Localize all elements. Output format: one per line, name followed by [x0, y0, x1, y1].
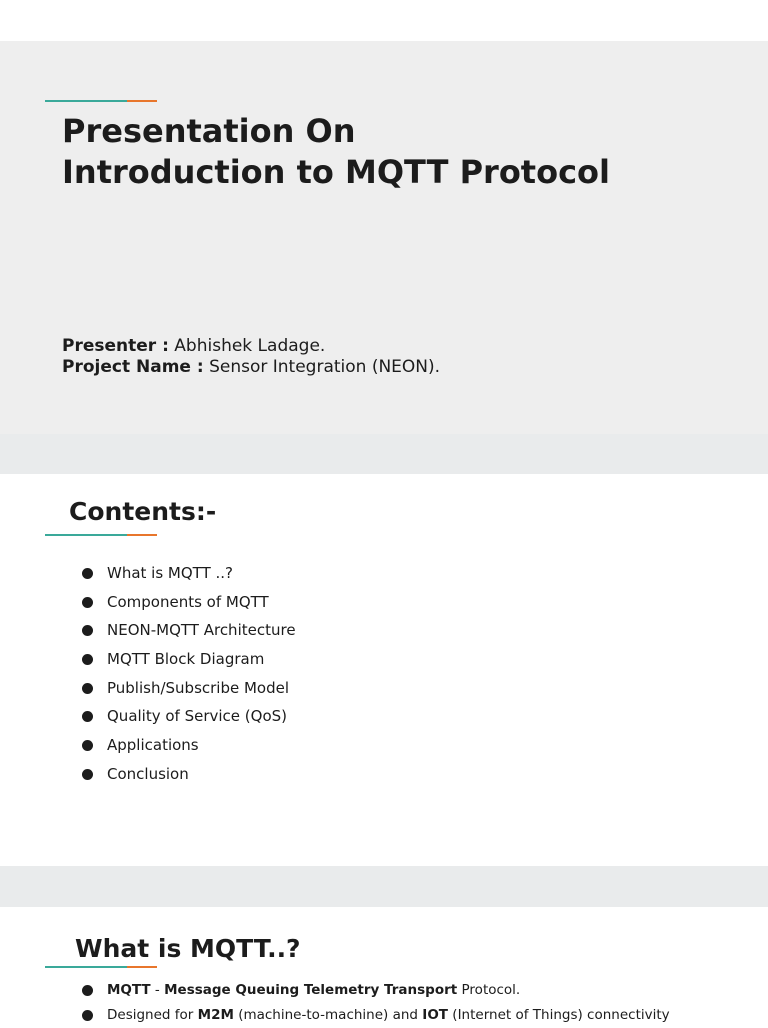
accent-line	[45, 534, 157, 536]
iot-term: IOT	[422, 1007, 449, 1023]
bullet-icon	[82, 1010, 93, 1021]
what-is-mqtt-slide	[0, 907, 768, 1024]
list-item-label: Applications	[107, 736, 199, 755]
list-item	[81, 616, 296, 645]
contents-slide	[0, 474, 768, 866]
contents-list	[81, 559, 296, 789]
list-item-label: Components of MQTT	[107, 592, 269, 611]
presenter-info	[62, 336, 440, 378]
project-value: Sensor Integration (NEON).	[209, 357, 441, 377]
full-name: Message Queuing Telemetry Transport	[164, 982, 458, 998]
slide-separator	[0, 434, 768, 474]
title-slide	[0, 41, 768, 434]
slide-separator	[0, 866, 768, 907]
presenter-label: Presenter :	[62, 336, 169, 356]
bullet-icon	[82, 597, 93, 608]
accent-line	[45, 100, 157, 102]
list-item-label: MQTT Block Diagram	[107, 650, 265, 669]
list-item-label: Publish/Subscribe Model	[107, 678, 290, 697]
suffix-text: Protocol.	[457, 982, 521, 998]
list-item-label: What is MQTT ..?	[107, 564, 234, 582]
presenter-row	[62, 336, 440, 357]
accent-teal	[45, 534, 127, 536]
list-item	[81, 588, 296, 617]
top-margin	[0, 0, 768, 41]
list-item	[81, 674, 296, 703]
list-item	[81, 731, 296, 760]
bullet-icon	[82, 711, 93, 722]
what-is-mqtt-heading: What is MQTT..?	[75, 934, 301, 963]
title-line-2: Introduction to MQTT Protocol	[62, 153, 610, 191]
accent-orange	[127, 100, 157, 102]
project-row	[62, 357, 440, 378]
list-item-label: Conclusion	[107, 764, 189, 783]
bullet-icon	[82, 769, 93, 780]
bullet-icon	[82, 654, 93, 665]
text-segment: Designed for	[107, 1007, 198, 1023]
contents-heading: Contents:-	[69, 497, 217, 526]
accent-orange	[127, 966, 157, 968]
accent-orange	[127, 534, 157, 536]
list-item	[81, 645, 296, 674]
text-segment: (Internet of Things) connectivity	[448, 1007, 670, 1023]
list-item	[81, 559, 296, 588]
list-item	[81, 1003, 670, 1028]
accent-teal	[45, 100, 127, 102]
text-segment: (machine-to-machine) and	[233, 1007, 423, 1023]
bullet-icon	[82, 985, 93, 996]
accent-line	[45, 966, 157, 968]
list-item	[81, 760, 296, 789]
acronym: MQTT	[107, 982, 151, 998]
mqtt-definition-list	[81, 978, 670, 1028]
bullet-icon	[82, 740, 93, 751]
m2m-term: M2M	[197, 1007, 234, 1023]
list-item	[81, 702, 296, 731]
presentation-title	[62, 111, 610, 193]
separator-text: -	[150, 982, 165, 998]
project-label: Project Name :	[62, 357, 204, 377]
list-item-label: NEON-MQTT Architecture	[107, 621, 296, 640]
list-item	[81, 978, 670, 1003]
title-line-1: Presentation On	[62, 112, 356, 150]
accent-teal	[45, 966, 127, 968]
bullet-icon	[82, 683, 93, 694]
list-item-label: Quality of Service (QoS)	[107, 707, 288, 726]
bullet-icon	[82, 568, 93, 579]
presenter-value: Abhishek Ladage.	[174, 336, 326, 356]
bullet-icon	[82, 625, 93, 636]
